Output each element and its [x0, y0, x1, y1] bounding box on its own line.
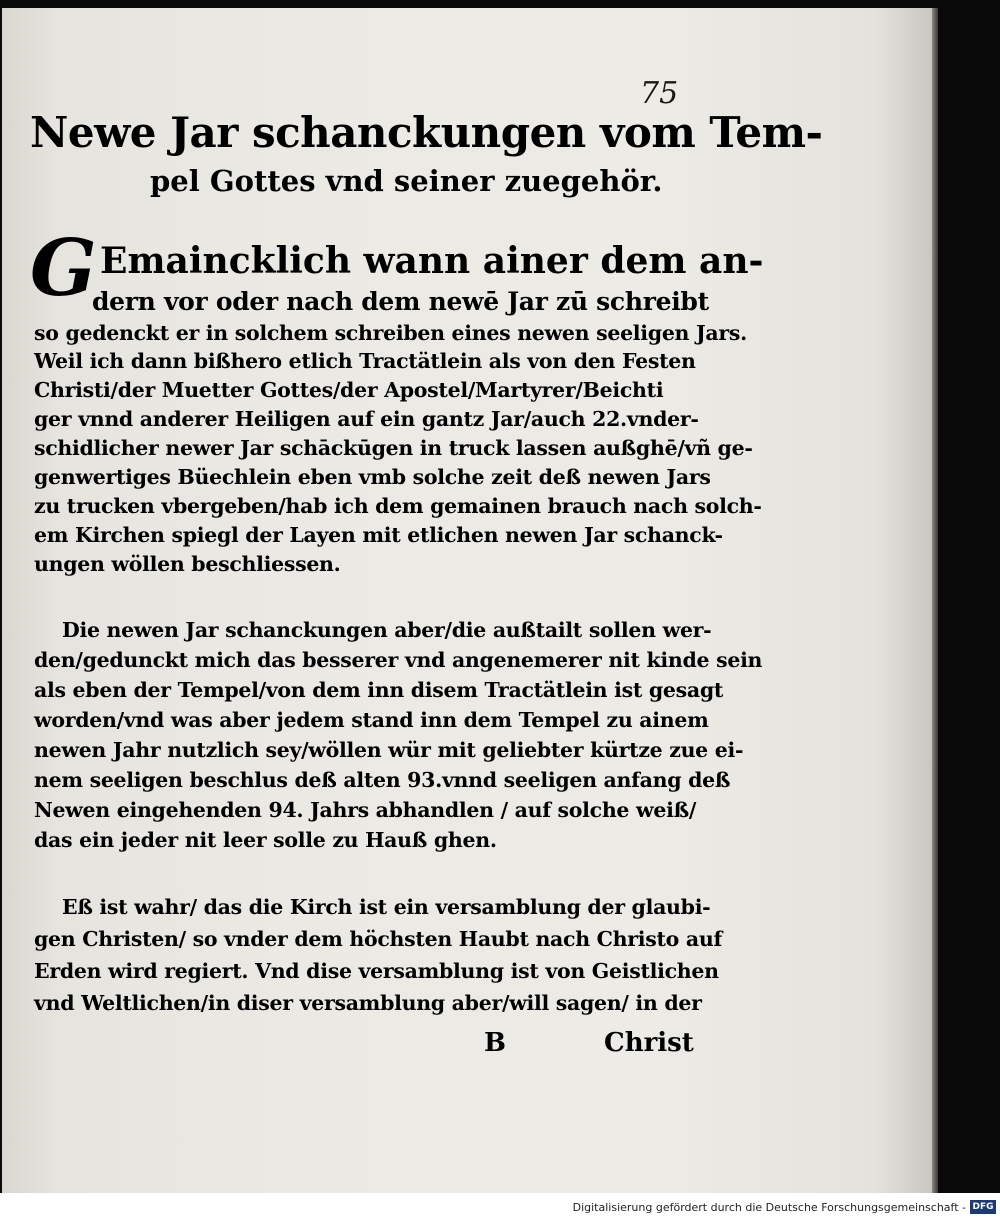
- page-number: 75: [640, 76, 679, 111]
- paragraph-2-line: das ein jeder nit leer solle zu Hauß ghen.: [34, 828, 497, 852]
- page-title-line-1: Newe Jar schanckungen vom Tem-: [30, 108, 823, 157]
- paragraph-1-line: so gedenckt er in solchem schreiben eines newen seeligen Jars.: [34, 321, 747, 345]
- paragraph-3-line: Erden wird regiert. Vnd dise versamblung ist von Geistlichen: [34, 959, 719, 983]
- drop-capital: G: [30, 223, 97, 314]
- paragraph-3-line: Eß ist wahr/ das die Kirch ist ein versamblung der glaubi-: [62, 895, 711, 919]
- paragraph-2-line: newen Jahr nutzlich sey/wöllen wür mit geliebter kürtze zue ei-: [34, 738, 744, 762]
- paragraph-1-lead: Emaincklich wann ainer dem an-: [100, 240, 764, 282]
- paragraph-1-line: em Kirchen spiegl der Layen mit etlichen newen Jar schanck-: [34, 523, 723, 547]
- paragraph-2-line: als eben der Tempel/von dem inn disem Tractätlein ist gesagt: [34, 678, 724, 702]
- page-edge: [932, 8, 938, 1193]
- paragraph-2-line: nem seeligen beschlus deß alten 93.vnnd seeligen anfang deß: [34, 768, 731, 792]
- paragraph-1-line: schidlicher newer Jar schāckūgen in truck lassen außghē/vñ ge-: [34, 436, 753, 460]
- paragraph-1-line: Christi/der Muetter Gottes/der Apostel/Martyrer/Beichti: [34, 378, 664, 402]
- page-title-line-2: pel Gottes vnd seiner zuegehör.: [150, 164, 663, 198]
- signature-mark: B: [484, 1028, 506, 1058]
- paragraph-2-line: worden/vnd was aber jedem stand inn dem Tempel zu ainem: [34, 708, 709, 732]
- paragraph-2-line: Die newen Jar schanckungen aber/die außtailt sollen wer-: [62, 618, 712, 642]
- footer-credit: Digitalisierung gefördert durch die Deutsche Forschungsgemeinschaft -: [572, 1201, 966, 1214]
- catchword: Christ: [604, 1028, 694, 1058]
- paragraph-2-line: Newen eingehenden 94. Jahrs abhandlen / auf solche weiß/: [34, 798, 697, 822]
- paragraph-1-line: ger vnnd anderer Heiligen auf ein gantz Jar/auch 22.vnder-: [34, 407, 699, 431]
- paragraph-1-line: Weil ich dann bißhero etlich Tractätlein als von den Festen: [34, 349, 696, 373]
- paragraph-1-line: zu trucken vbergeben/hab ich dem gemainen brauch nach solch-: [34, 494, 762, 518]
- paragraph-1-line: genwertiges Büechlein eben vmb solche zeit deß newen Jars: [34, 465, 711, 489]
- paragraph-1-line: ungen wöllen beschliessen.: [34, 552, 341, 576]
- dfg-logo-icon: DFG: [970, 1200, 996, 1214]
- paragraph-3-line: vnd Weltlichen/in diser versamblung aber/will sagen/ in der: [34, 991, 702, 1015]
- paragraph-1-line: dern vor oder nach dem newē Jar zū schreibt: [92, 287, 709, 316]
- paragraph-2-line: den/gedunckt mich das besserer vnd angenemerer nit kinde sein: [34, 648, 763, 672]
- paragraph-3-line: gen Christen/ so vnder dem höchsten Haubt nach Christo auf: [34, 927, 722, 951]
